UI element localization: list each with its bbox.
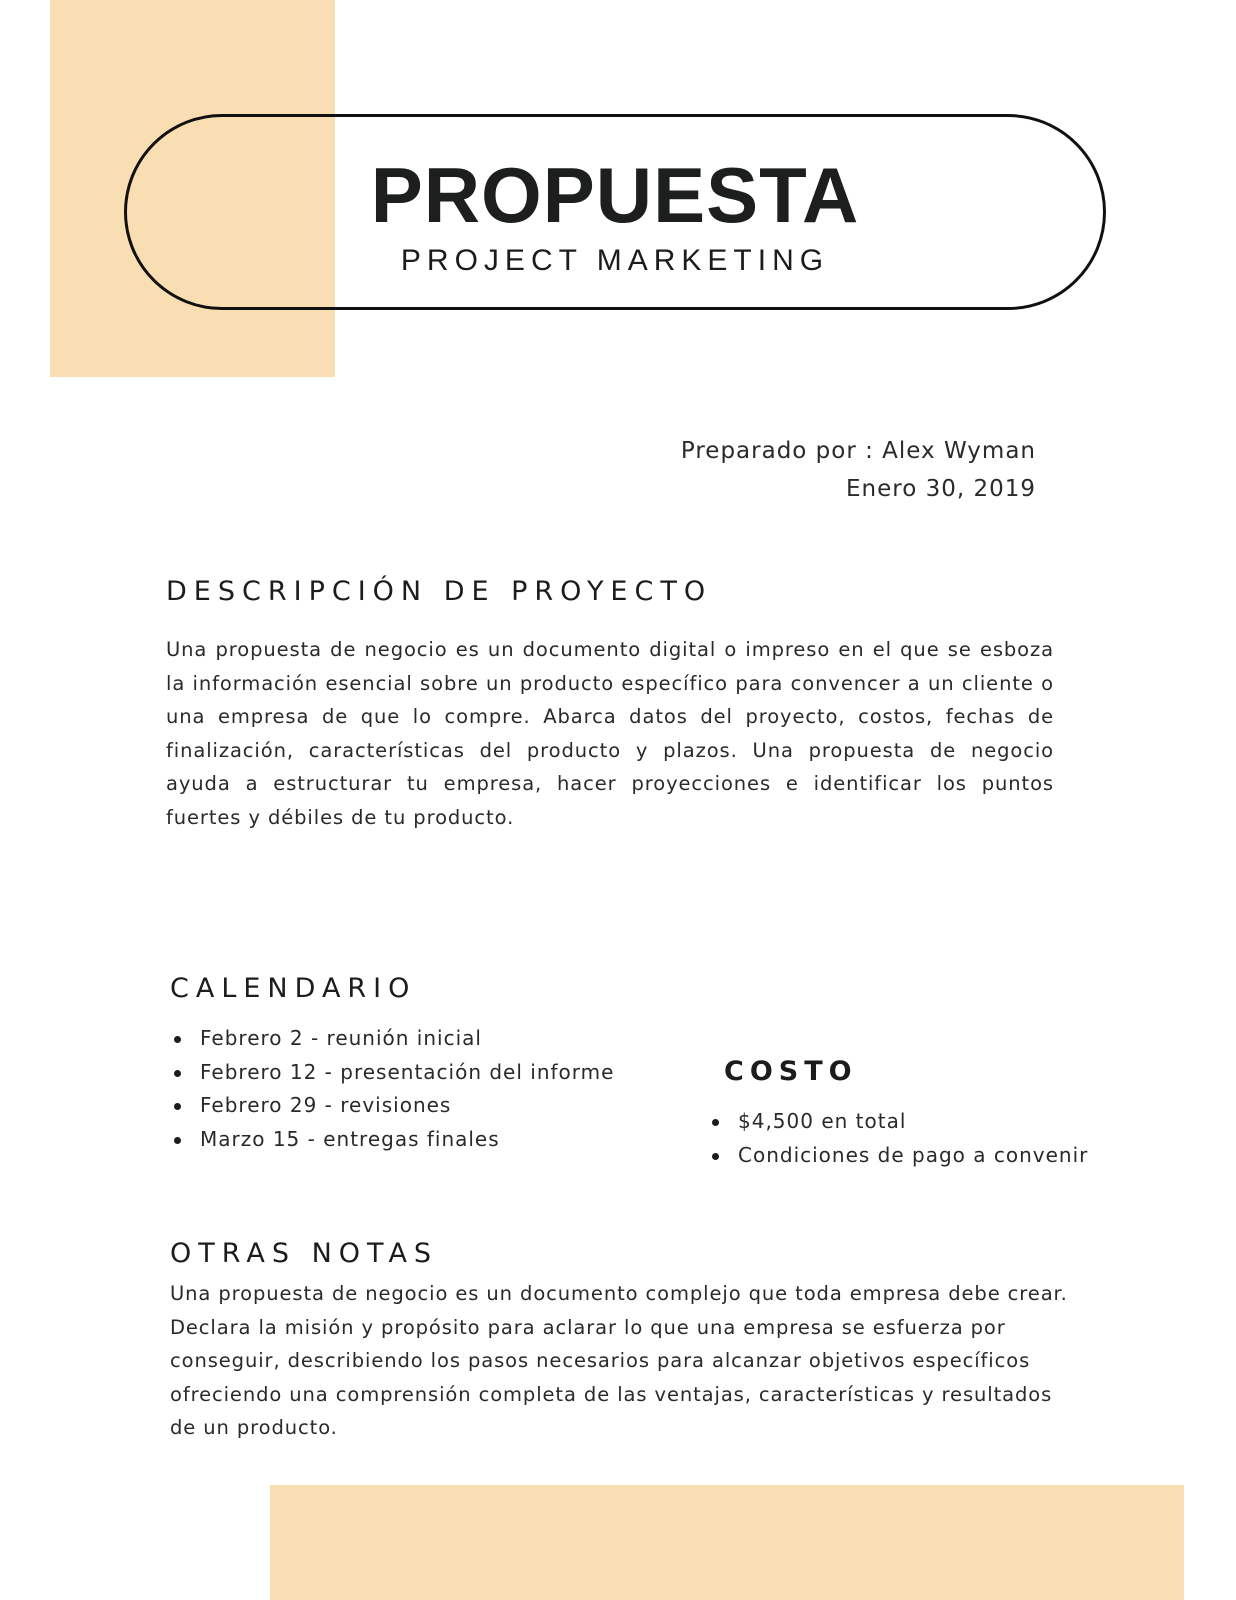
cost-heading: COSTO: [724, 1056, 858, 1087]
calendar-item: Febrero 12 - presentación del informe: [200, 1056, 614, 1090]
cost-list: [704, 1105, 1088, 1172]
calendar-heading: CALENDARIO: [170, 973, 417, 1004]
document-subtitle: PROJECT MARKETING: [400, 244, 830, 277]
calendar-item: Febrero 29 - revisiones: [200, 1089, 614, 1123]
notes-body: Una propuesta de negocio es un documento complejo que toda empresa debe crear. Declara la misión y propósito para aclarar lo que una empresa se esfuerza por conseguir, describiendo los pasos necesarios para alcanzar objetivos específicos ofreciendo una comprensión completa de las ventajas, características y resultados de un producto.: [170, 1282, 1068, 1439]
calendar-list: [166, 1022, 614, 1156]
description-heading: DESCRIPCIÓN DE PROYECTO: [166, 576, 713, 607]
document-date: Enero 30, 2019: [845, 476, 1036, 502]
notes-heading: OTRAS NOTAS: [170, 1238, 439, 1269]
prepared-by: Preparado por : Alex Wyman: [680, 438, 1036, 464]
decorative-block-bottom: [270, 1485, 1184, 1600]
cost-item: $4,500 en total: [738, 1105, 1088, 1139]
calendar-item: Marzo 15 - entregas finales: [200, 1123, 614, 1157]
calendar-item: Febrero 2 - reunión inicial: [200, 1022, 614, 1056]
description-body: Una propuesta de negocio es un documento digital o impreso en el que se esboza la información esencial sobre un producto específico para convencer a un cliente o una empresa de que lo compre. Abarca datos del proyecto, costos, fechas de finalización, características del producto y plazos. Una propuesta de negocio ayuda a estructurar tu empresa, hacer proyecciones e identificar los puntos fuertes y débiles de tu producto.: [166, 638, 1054, 829]
cost-item: Condiciones de pago a convenir: [738, 1139, 1088, 1173]
document-title: PROPUESTA: [370, 151, 860, 239]
prepared-block: [681, 432, 1036, 508]
